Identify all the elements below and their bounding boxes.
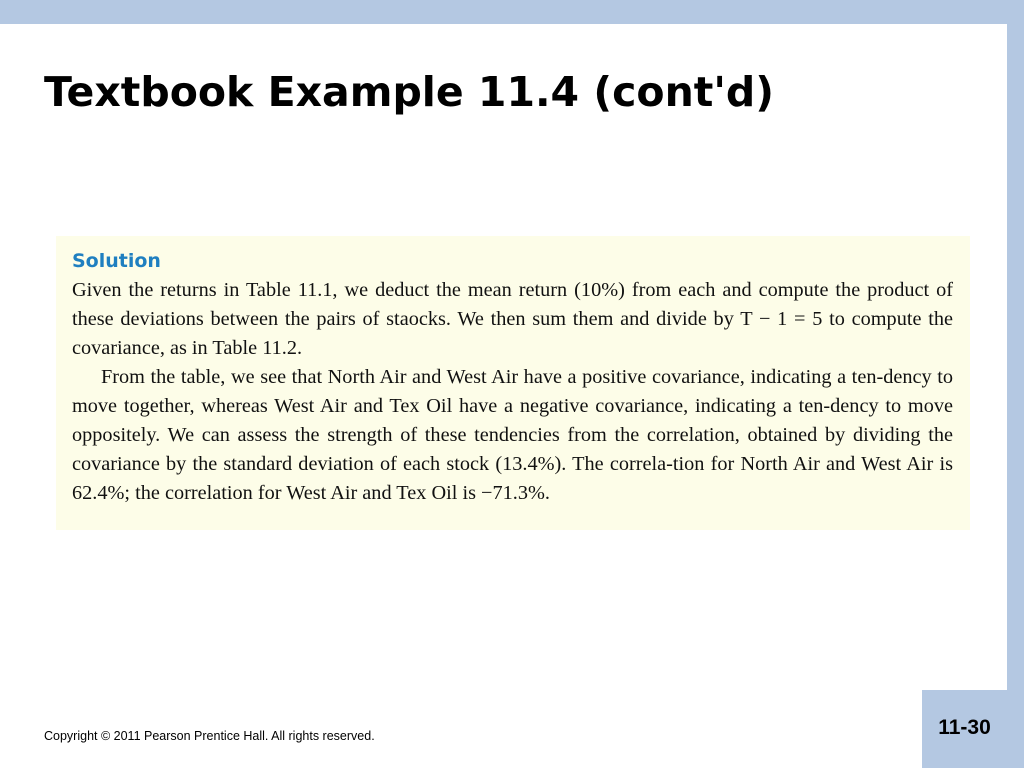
- copyright-notice: Copyright © 2011 Pearson Prentice Hall. All rights reserved.: [44, 729, 375, 743]
- solution-box: [56, 236, 970, 530]
- slide-title: Textbook Example 11.4 (cont'd): [44, 68, 774, 116]
- solution-paragraph-1: Given the returns in Table 11.1, we deduct the mean return (10%) from each and compute the product of these deviations between the pairs of staocks. We then sum them and divide by T − 1 = 5 to compute the covariance, as in Table 11.2.: [72, 279, 953, 359]
- page-number-box: [922, 690, 1007, 768]
- solution-heading: Solution: [72, 250, 161, 272]
- page-number: 11-30: [938, 716, 991, 739]
- top-accent-bar: [0, 0, 1024, 24]
- right-accent-bar: [1007, 0, 1024, 768]
- solution-paragraph-2: From the table, we see that North Air and West Air have a positive covariance, indicating a ten-dency to move together, whereas West Air and Tex Oil have a negative covariance, indicating a ten-dency to move oppositely. We can assess the strength of these tendencies from the correlation, obtained by dividing the covariance by the standard deviation of each stock (13.4%). The correla-tion for North Air and West Air is 62.4%; the correlation for West Air and Tex Oil is −71.3%.: [72, 366, 953, 504]
